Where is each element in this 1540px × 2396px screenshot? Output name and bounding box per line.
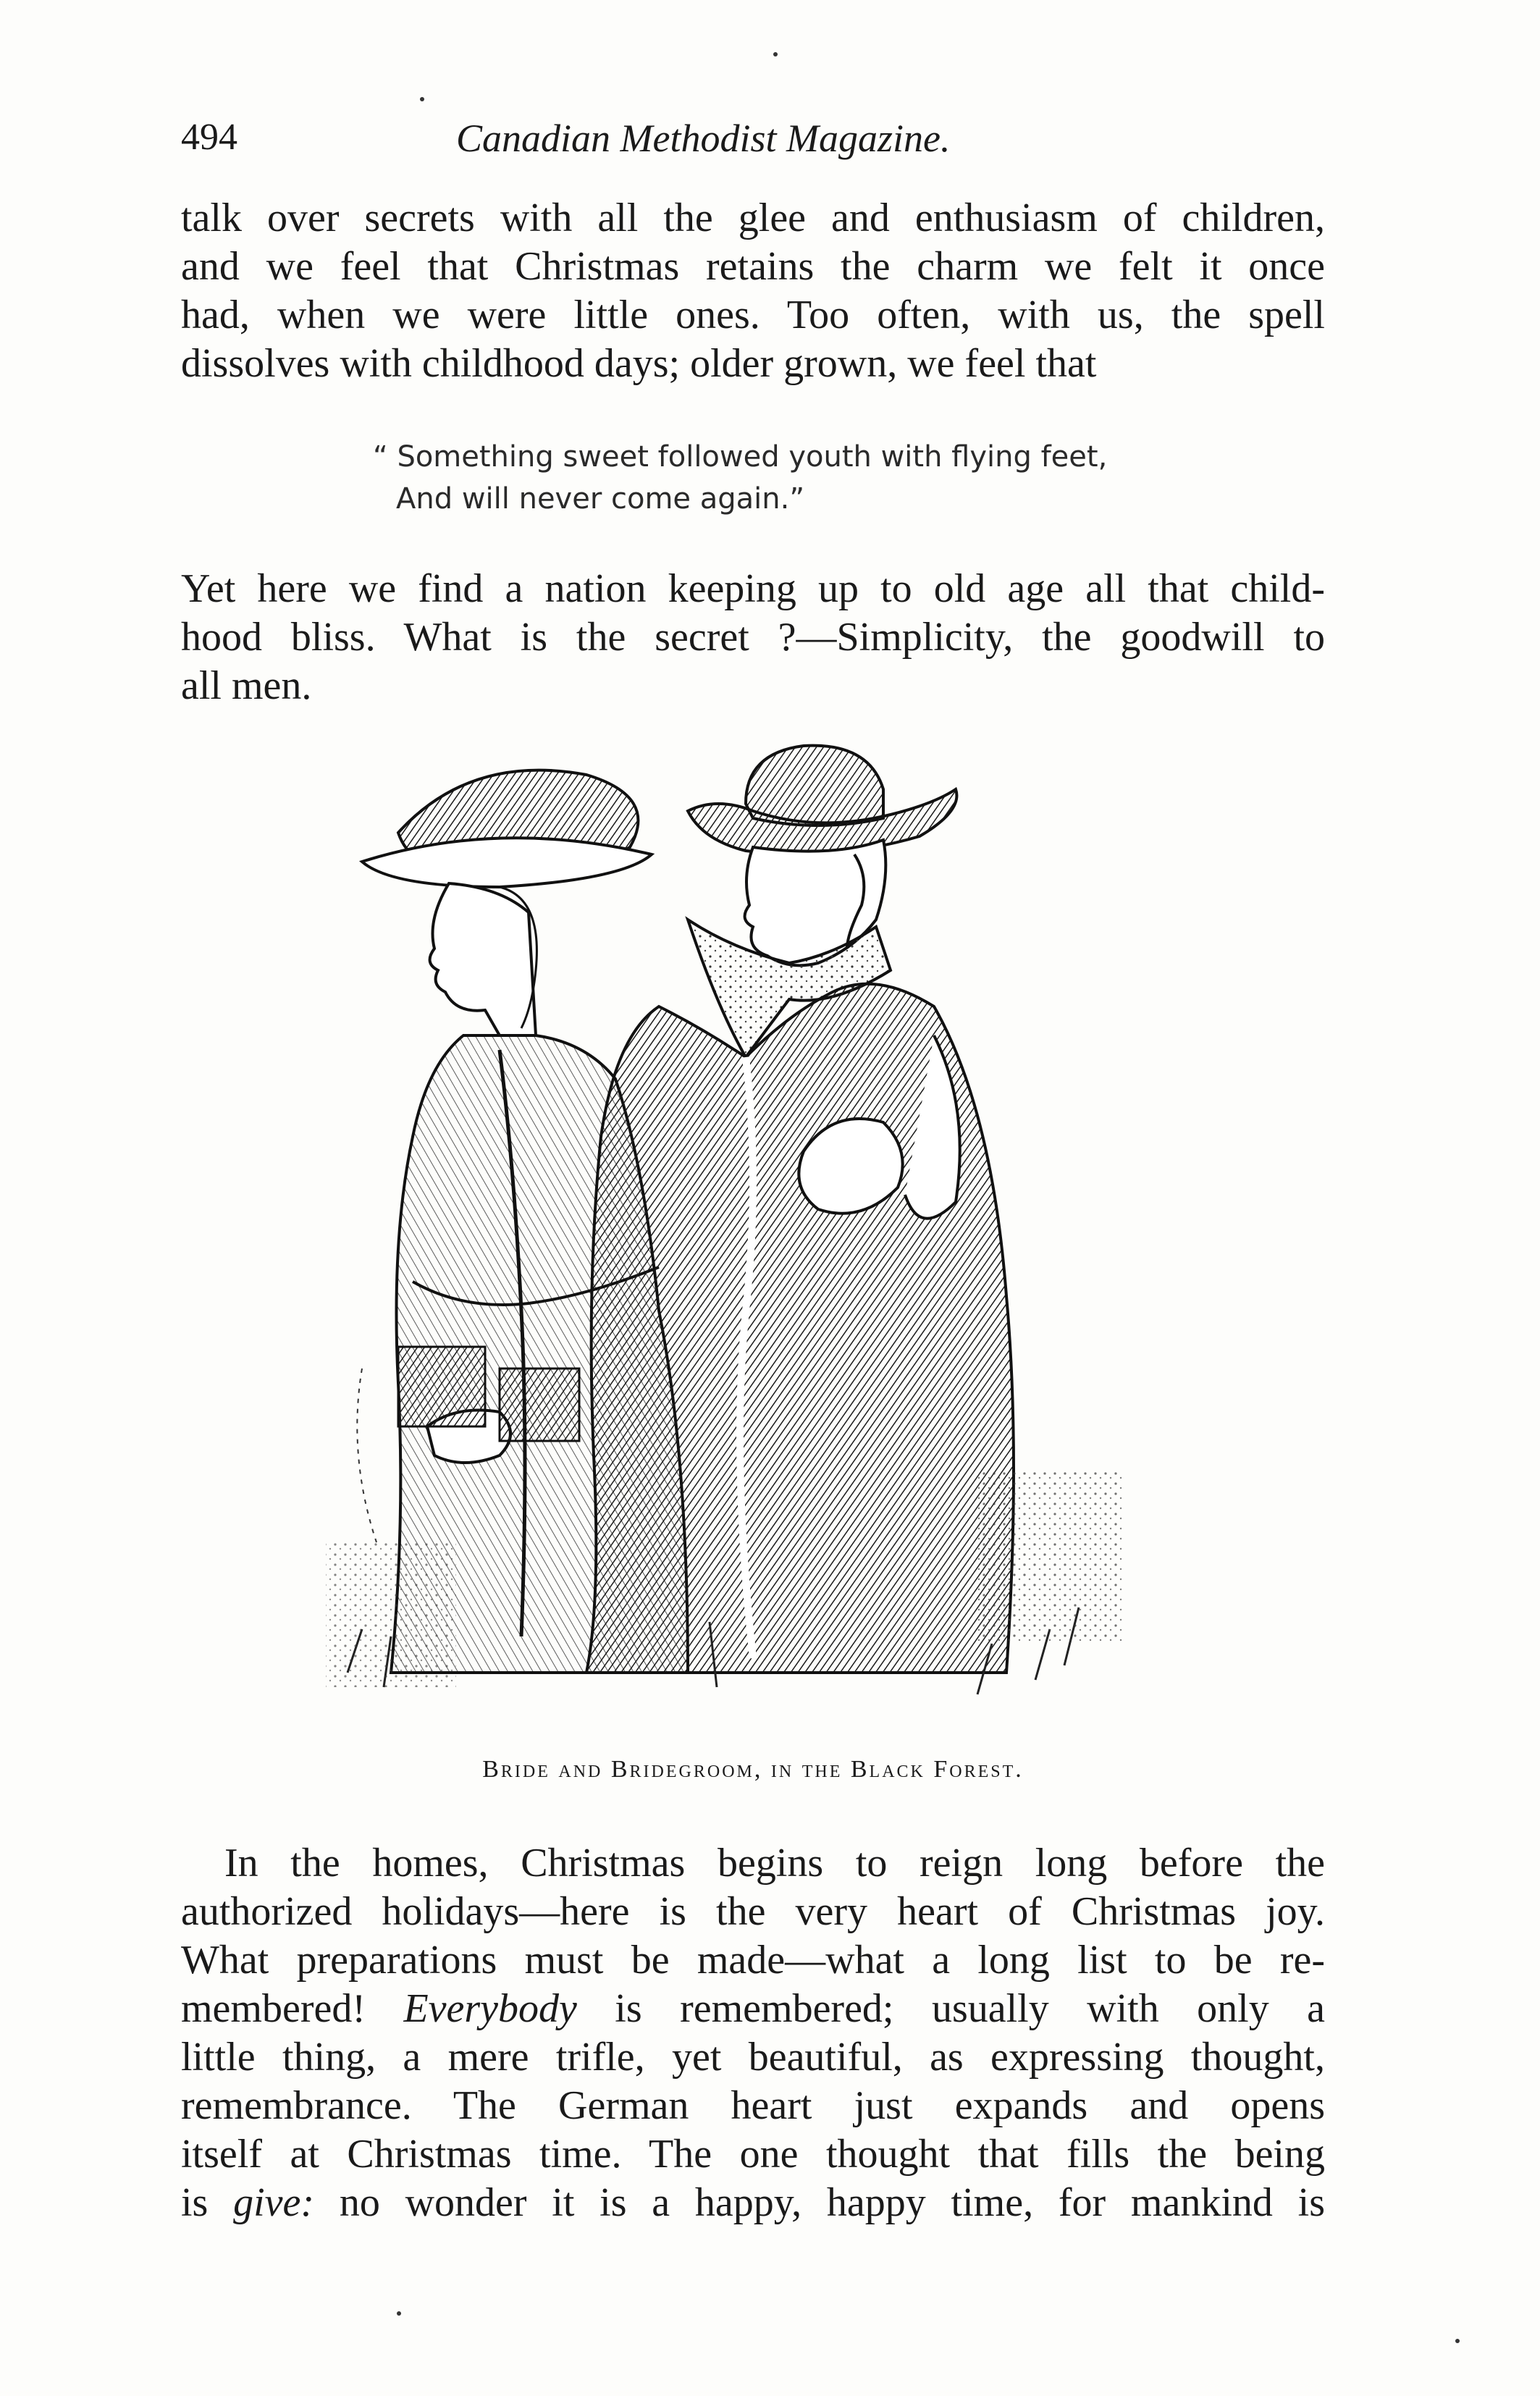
text-line: authorized holidays—here is the very heart of Christmas joy.	[181, 1889, 1325, 1934]
print-speck	[1455, 2339, 1460, 2343]
text-line: hood bliss. What is the secret ?—Simplicity, the goodwill to	[181, 615, 1325, 660]
running-title: Canadian Methodist Magazine.	[456, 117, 951, 160]
text-line	[181, 1985, 1325, 2033]
text-line: and we feel that Christmas retains the charm we felt it once	[181, 244, 1325, 289]
text-line: all men.	[181, 663, 312, 708]
emphasis-give: give:	[233, 2180, 315, 2225]
quote-line: “ Something sweet followed youth with flying feet,	[373, 440, 1108, 474]
text-line: In the homes, Christmas begins to reign long before the	[224, 1841, 1325, 1886]
text-line: What preparations must be made—what a long list to be re-	[181, 1938, 1325, 1983]
quote-line: And will never come again.”	[396, 482, 805, 516]
text-line: itself at Christmas time. The one thought that fills the being	[181, 2132, 1325, 2177]
text-segment: no wonder it is a happy, happy time, for mankind is	[314, 2180, 1325, 2225]
emphasis-everybody: Everybody	[403, 1986, 577, 2031]
text-line	[181, 2179, 1325, 2227]
print-speck	[397, 2311, 401, 2316]
illustration-caption: Bride and Bridegroom, in the Black Forest.	[482, 1756, 1024, 1783]
text-line: had, when we were little ones. Too often, with us, the spell	[181, 293, 1325, 337]
text-line: little thing, a mere trifle, yet beautiful, as expressing thought,	[181, 2035, 1325, 2080]
text-line: talk over secrets with all the glee and enthusiasm of children,	[181, 196, 1325, 240]
text-segment: membered!	[181, 1986, 404, 2031]
paragraph-3	[181, 1839, 1325, 2227]
running-header	[181, 116, 1325, 174]
text-segment: is remembered; usually with only a	[576, 1986, 1326, 2031]
text-line: dissolves with childhood days; older grown, we feel that	[181, 341, 1097, 386]
text-segment: is	[181, 2180, 234, 2225]
text-line: Yet here we find a nation keeping up to old age all that child-	[181, 566, 1325, 611]
print-speck	[420, 97, 424, 101]
paragraph-1	[181, 194, 1325, 388]
print-speck	[773, 52, 778, 56]
verse-quote	[373, 436, 1169, 520]
page-number: 494	[181, 117, 237, 158]
paragraph-2	[181, 565, 1325, 710]
engraving-illustration	[282, 731, 1260, 1731]
text-line: remembrance. The German heart just expands and opens	[181, 2083, 1325, 2128]
